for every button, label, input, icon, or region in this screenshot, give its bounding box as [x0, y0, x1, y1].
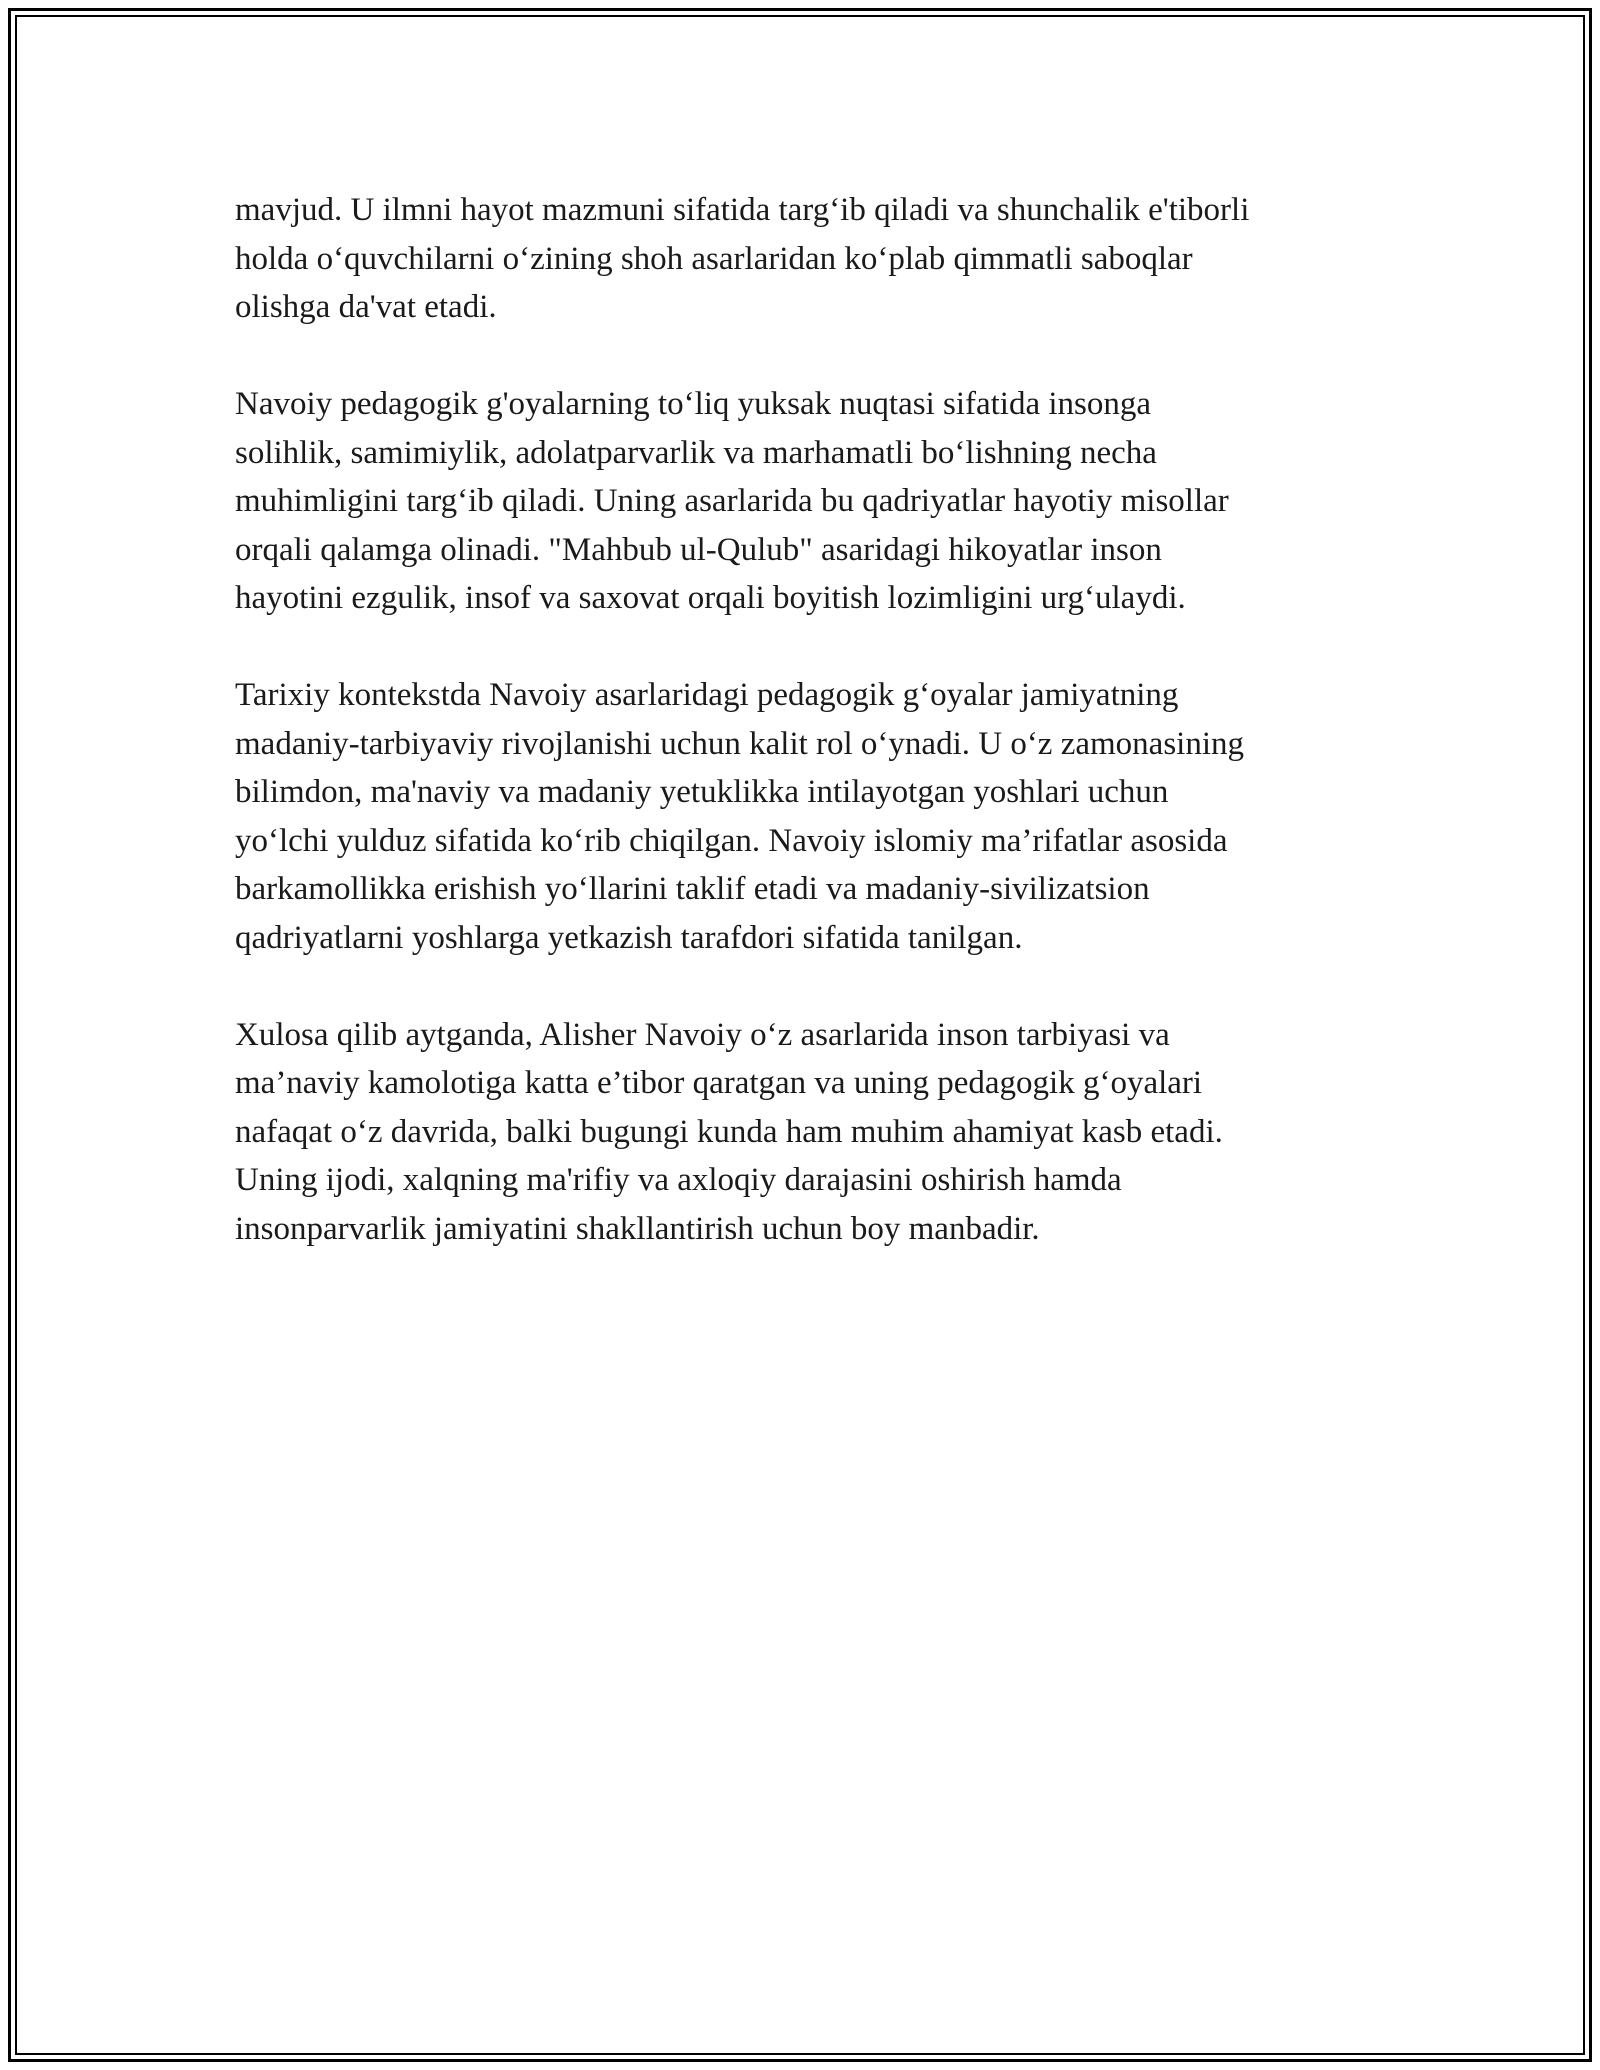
text-line: qadriyatlarni yoshlarga yetkazish tarafdori sifatida tanilgan. [235, 919, 1023, 956]
text-line: solihlik, samimiylik, adolatparvarlik va marhamatli bo‘lishning necha [235, 434, 1157, 471]
text-line: yo‘lchi yulduz sifatida ko‘rib chiqilgan. Navoiy islomiy ma’rifatlar asosida [235, 822, 1228, 859]
text-line: holda o‘quvchilarni o‘zining shoh asarlaridan ko‘plab qimmatli saboqlar [235, 240, 1193, 277]
text-line: Xulosa qilib aytganda, Alisher Navoiy o‘z asarlarida inson tarbiyasi va [235, 1016, 1170, 1053]
text-line: madaniy-tarbiyaviy rivojlanishi uchun kalit rol o‘ynadi. U o‘z zamonasining [235, 725, 1244, 762]
text-line: insonparvarlik jamiyatini shakllantirish uchun boy manbadir. [235, 1210, 1040, 1247]
text-line: hayotini ezgulik, insof va saxovat orqali boyitish lozimligini urg‘ulaydi. [235, 580, 1186, 616]
paragraph-4 [235, 1011, 1375, 1254]
text-line: mavjud. U ilmni hayot mazmuni sifatida targ‘ib qiladi va shunchalik e'tiborli [235, 192, 1250, 228]
text-line: muhimligini targ‘ib qiladi. Uning asarlarida bu qadriyatlar hayotiy misollar [235, 483, 1229, 519]
paragraph-3 [235, 671, 1375, 962]
text-line: ma’naviy kamolotiga katta e’tibor qaratgan va uning pedagogik g‘oyalari [235, 1065, 1203, 1101]
text-line: orqali qalamga olinadi. "Mahbub ul-Qulub" asaridagi hikoyatlar inson [235, 531, 1162, 568]
paragraph-1 [235, 186, 1375, 332]
paragraph-2 [235, 380, 1375, 623]
text-line: olishga da'vat etadi. [235, 289, 497, 325]
text-line: Uning ijodi, xalqning ma'rifiy va axloqiy darajasini oshirish hamda [235, 1162, 1122, 1198]
text-line: nafaqat o‘z davrida, balki bugungi kunda ham muhim ahamiyat kasb etadi. [235, 1113, 1223, 1150]
text-line: Navoiy pedagogik g'oyalarning to‘liq yuksak nuqtasi sifatida insonga [235, 386, 1152, 422]
document-body [235, 186, 1375, 1302]
text-line: Tarixiy kontekstda Navoiy asarlaridagi pedagogik g‘oyalar jamiyatning [235, 677, 1179, 713]
text-line: barkamollikka erishish yo‘llarini taklif etadi va madaniy-sivilizatsion [235, 871, 1150, 907]
text-line: bilimdon, ma'naviy va madaniy yetuklikka intilayotgan yoshlari uchun [235, 774, 1169, 810]
